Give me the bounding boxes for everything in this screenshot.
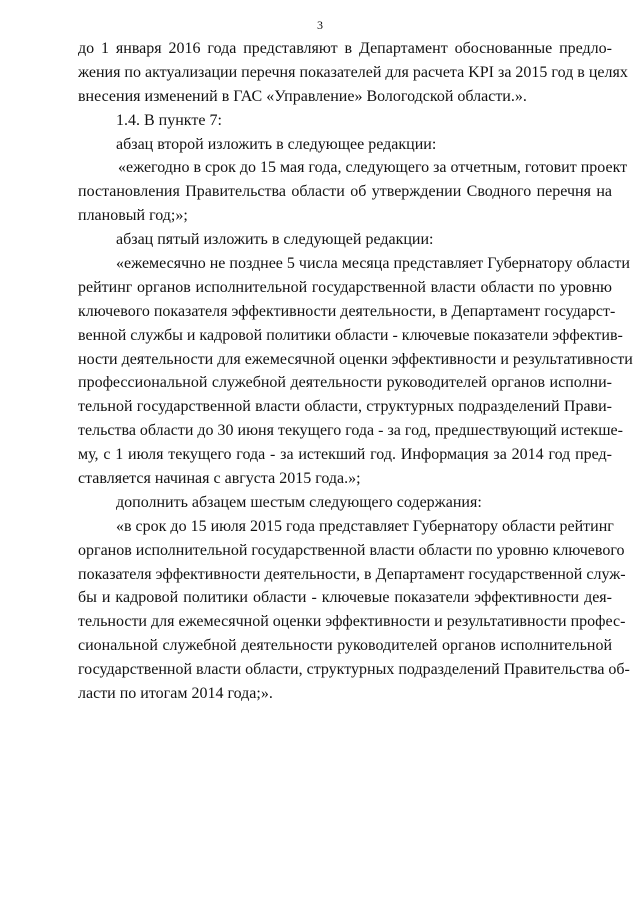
instruction-line: дополнить абзацем шестым следующего содержания: bbox=[116, 493, 482, 511]
instruction-line: абзац пятый изложить в следующей редакции: bbox=[116, 231, 434, 249]
quote-line: ласти по итогам 2014 года;». bbox=[78, 685, 273, 703]
text-line: внесения изменений в ГАС «Управление» Вологодской области.». bbox=[78, 87, 527, 105]
quote-line: сиональной служебной деятельности руководителей органов исполнительной bbox=[78, 637, 612, 655]
text-line: до 1 января 2016 года представляют в Департамент обоснованные предло- bbox=[78, 40, 612, 57]
quote-line: ности деятельности для ежемесячной оценки эффективности и результативности bbox=[78, 350, 633, 368]
clause-heading: 1.4. В пункте 7: bbox=[116, 111, 222, 129]
quote-line: бы и кадровой политики области - ключевые показатели эффективности дея- bbox=[78, 589, 612, 607]
quote-line: показателя эффективности деятельности, в Департамент государственной служ- bbox=[78, 565, 626, 583]
quote-line: постановления Правительства области об утверждении Сводного перечня на bbox=[78, 183, 612, 201]
quote-line: государственной власти области, структурных подразделений Правительства об- bbox=[78, 661, 630, 679]
text-line: жения по актуализации перечня показателей для расчета KPI за 2015 год в целях bbox=[78, 63, 628, 81]
quote-line: тельности для ежемесячной оценки эффективности и результативности профес- bbox=[78, 613, 626, 631]
quote-line: «в срок до 15 июля 2015 года представляет Губернатору области рейтинг bbox=[116, 517, 614, 535]
quote-line: органов исполнительной государственной власти области по уровню ключевого bbox=[78, 541, 625, 559]
instruction-line: абзац второй изложить в следующее редакции: bbox=[116, 135, 437, 153]
quote-line: тельства области до 30 июня текущего года - за год, предшествующий истекше- bbox=[78, 422, 623, 440]
quote-line: ставляется начиная с августа 2015 года.»; bbox=[78, 470, 361, 488]
document-body bbox=[78, 37, 633, 706]
quote-line: венной службы и кадровой политики области - ключевые показатели эффектив- bbox=[78, 326, 623, 344]
quote-line: плановый год;»; bbox=[78, 207, 188, 225]
quote-line: «ежемесячно не позднее 5 числа месяца представляет Губернатору области bbox=[116, 255, 630, 273]
quote-line: ключевого показателя эффективности деятельности, в Департамент государст- bbox=[78, 302, 616, 320]
quote-line: «ежегодно в срок до 15 мая года, следующего за отчетным, готовит проект bbox=[118, 159, 628, 177]
page-number: 3 bbox=[317, 18, 323, 32]
quote-line: профессиональной служебной деятельности руководителей органов исполни- bbox=[78, 374, 612, 392]
quote-line: рейтинг органов исполнительной государственной власти области по уровню bbox=[78, 278, 612, 296]
quote-line: тельной государственной власти области, структурных подразделений Прави- bbox=[78, 398, 612, 416]
quote-line: му, с 1 июля текущего года - за истекший год. Информация за 2014 год пред- bbox=[78, 446, 612, 464]
